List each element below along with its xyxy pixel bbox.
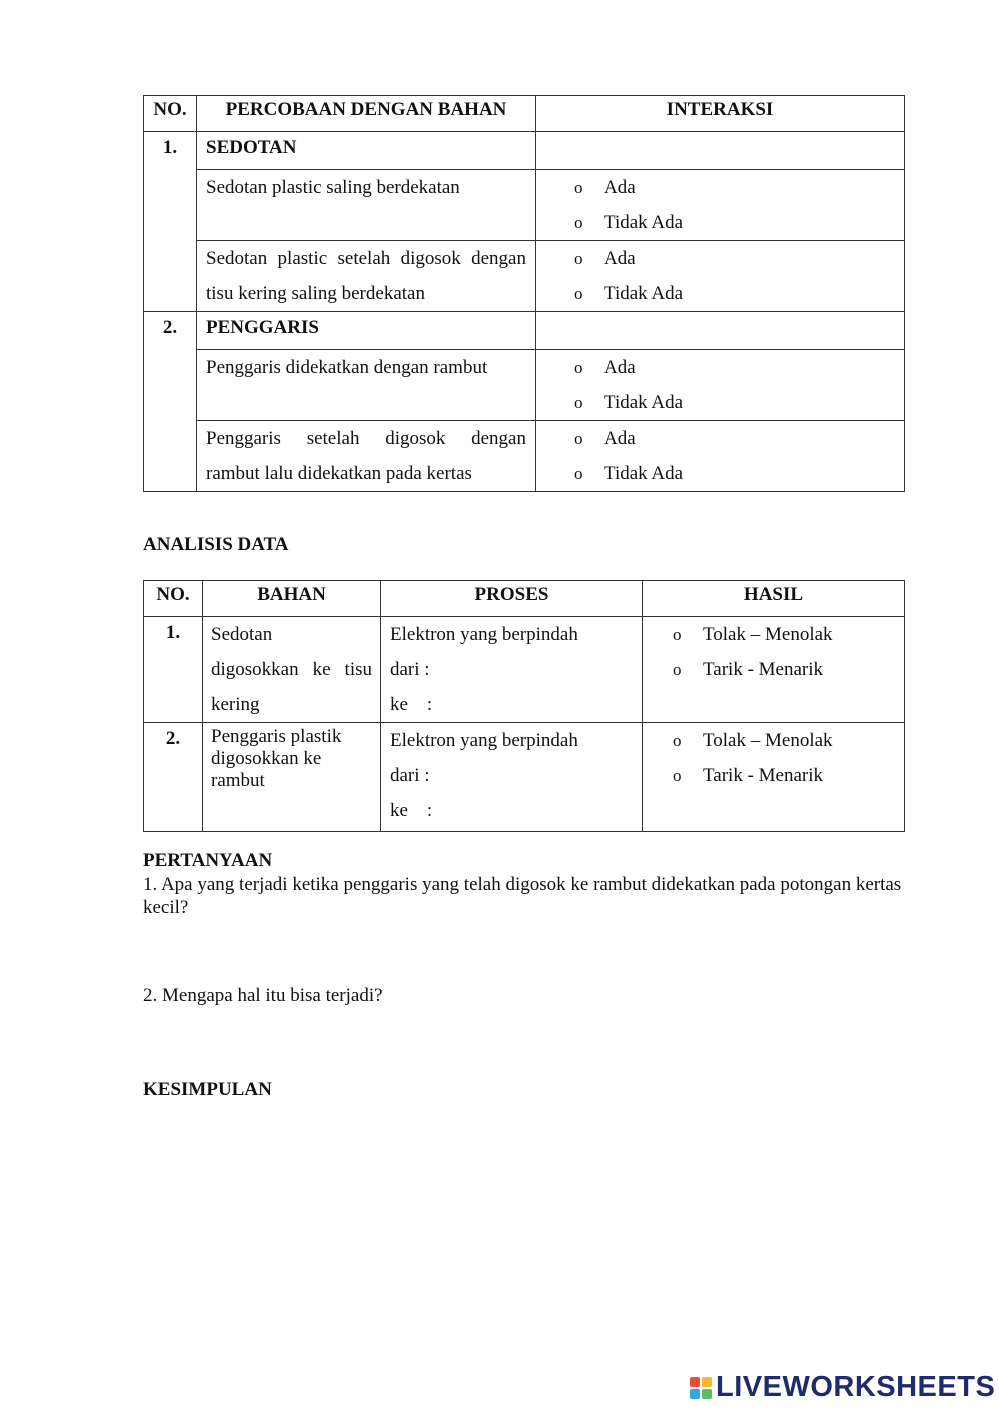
process-from[interactable]: dari : [390, 765, 430, 786]
header-no: NO. [144, 581, 203, 617]
option-label: Ada [604, 427, 636, 449]
interaction-options [536, 170, 905, 241]
question-2: 2. Mengapa hal itu bisa terjadi? [143, 985, 383, 1006]
header-material: PERCOBAAN DENGAN BAHAN [197, 96, 536, 132]
process-line: Elektron yang berpindah [390, 624, 578, 645]
option-bullet: o [574, 428, 583, 448]
material-line: kering [211, 694, 260, 715]
option-tolak-menolak[interactable] [643, 723, 904, 758]
experiment-description [197, 350, 536, 421]
header-process: PROSES [381, 581, 643, 617]
group-title: PENGGARIS [197, 312, 536, 350]
option-label: Ada [604, 247, 636, 269]
option-label: Tarik - Menarik [703, 658, 824, 680]
option-bullet: o [673, 730, 682, 750]
analysis-row [144, 617, 905, 723]
option-label: Tarik - Menarik [703, 764, 824, 786]
question-1: 1. Apa yang terjadi ketika penggaris yang telah digosok ke rambut didekatkan pada potongan kertas kecil? [143, 874, 902, 918]
option-bullet: o [574, 357, 583, 377]
option-ada[interactable] [536, 241, 904, 276]
option-bullet: o [574, 248, 583, 268]
logo-text: LIVEWORKSHEETS [716, 1371, 996, 1403]
logo-square [690, 1377, 700, 1387]
material-line: Sedotan [211, 624, 273, 645]
logo-square [702, 1389, 712, 1399]
description-line: Penggaris setelah digosok dengan [206, 428, 526, 449]
description-line: Penggaris didekatkan dengan rambut [206, 357, 488, 378]
experiment-description [197, 421, 536, 492]
empty-cell [536, 312, 905, 350]
option-tarik-menarik[interactable] [643, 758, 904, 793]
group-row-penggaris [144, 312, 905, 350]
option-label: Tidak Ada [604, 462, 684, 484]
option-tidak-ada[interactable] [536, 385, 904, 420]
description-line: tisu kering saling berdekatan [206, 283, 425, 304]
description-line: Sedotan plastic setelah digosok dengan [206, 248, 526, 269]
option-bullet: o [574, 463, 583, 483]
option-label: Ada [604, 356, 636, 378]
analysis-heading: ANALISIS DATA [143, 534, 289, 555]
experiment-description [197, 241, 536, 312]
material-cell [203, 723, 381, 832]
option-label: Tolak – Menolak [703, 623, 833, 645]
option-bullet: o [673, 624, 682, 644]
process-cell [381, 723, 643, 832]
option-label: Tidak Ada [604, 391, 684, 413]
material-cell [203, 617, 381, 723]
option-label: Tidak Ada [604, 211, 684, 233]
process-cell [381, 617, 643, 723]
material-line: rambut [211, 770, 265, 791]
analysis-table [143, 580, 905, 832]
header-no: NO. [144, 96, 197, 132]
header-interaction: INTERAKSI [536, 96, 905, 132]
row-number: 1. [144, 617, 203, 723]
conclusion-heading: KESIMPULAN [143, 1079, 272, 1100]
option-ada[interactable] [536, 350, 904, 385]
header-result: HASIL [643, 581, 905, 617]
option-label: Tolak – Menolak [703, 729, 833, 751]
liveworksheets-logo [690, 1371, 995, 1404]
logo-square [702, 1377, 712, 1387]
group-number: 2. [144, 312, 197, 492]
experiment-row [144, 421, 905, 492]
process-from[interactable]: dari : [390, 659, 430, 680]
material-line: digosokkan ke tisu [211, 659, 372, 680]
option-bullet: o [673, 765, 682, 785]
experiment-row [144, 170, 905, 241]
interaction-options [536, 241, 905, 312]
group-number: 1. [144, 132, 197, 312]
experiment-table [143, 95, 905, 492]
analysis-row [144, 723, 905, 832]
process-line: Elektron yang berpindah [390, 730, 578, 751]
option-bullet: o [673, 659, 682, 679]
option-ada[interactable] [536, 421, 904, 456]
logo-square [690, 1389, 700, 1399]
option-label: Tidak Ada [604, 282, 684, 304]
process-to[interactable]: ke : [390, 800, 433, 821]
process-to[interactable]: ke : [390, 694, 433, 715]
description-line: Sedotan plastic saling berdekatan [206, 177, 460, 198]
result-options [643, 723, 905, 832]
result-options [643, 617, 905, 723]
experiment-header-row [144, 96, 905, 132]
header-material: BAHAN [203, 581, 381, 617]
option-tarik-menarik[interactable] [643, 652, 904, 687]
experiment-row [144, 241, 905, 312]
questions-heading: PERTANYAAN [143, 850, 273, 871]
option-bullet: o [574, 392, 583, 412]
option-tolak-menolak[interactable] [643, 617, 904, 652]
option-ada[interactable] [536, 170, 904, 205]
option-tidak-ada[interactable] [536, 205, 904, 240]
material-line: Penggaris plastik [211, 726, 342, 747]
logo-mark-icon [690, 1377, 712, 1399]
row-number: 2. [144, 723, 203, 832]
option-bullet: o [574, 212, 583, 232]
material-line: digosokkan ke [211, 748, 322, 769]
group-row-sedotan [144, 132, 905, 170]
group-title: SEDOTAN [197, 132, 536, 170]
option-label: Ada [604, 176, 636, 198]
option-tidak-ada[interactable] [536, 456, 904, 491]
description-line: rambut lalu didekatkan pada kertas [206, 463, 472, 484]
interaction-options [536, 350, 905, 421]
experiment-description [197, 170, 536, 241]
option-bullet: o [574, 283, 583, 303]
option-tidak-ada[interactable] [536, 276, 904, 311]
experiment-row [144, 350, 905, 421]
analysis-header-row [144, 581, 905, 617]
interaction-options [536, 421, 905, 492]
option-bullet: o [574, 177, 583, 197]
empty-cell [536, 132, 905, 170]
